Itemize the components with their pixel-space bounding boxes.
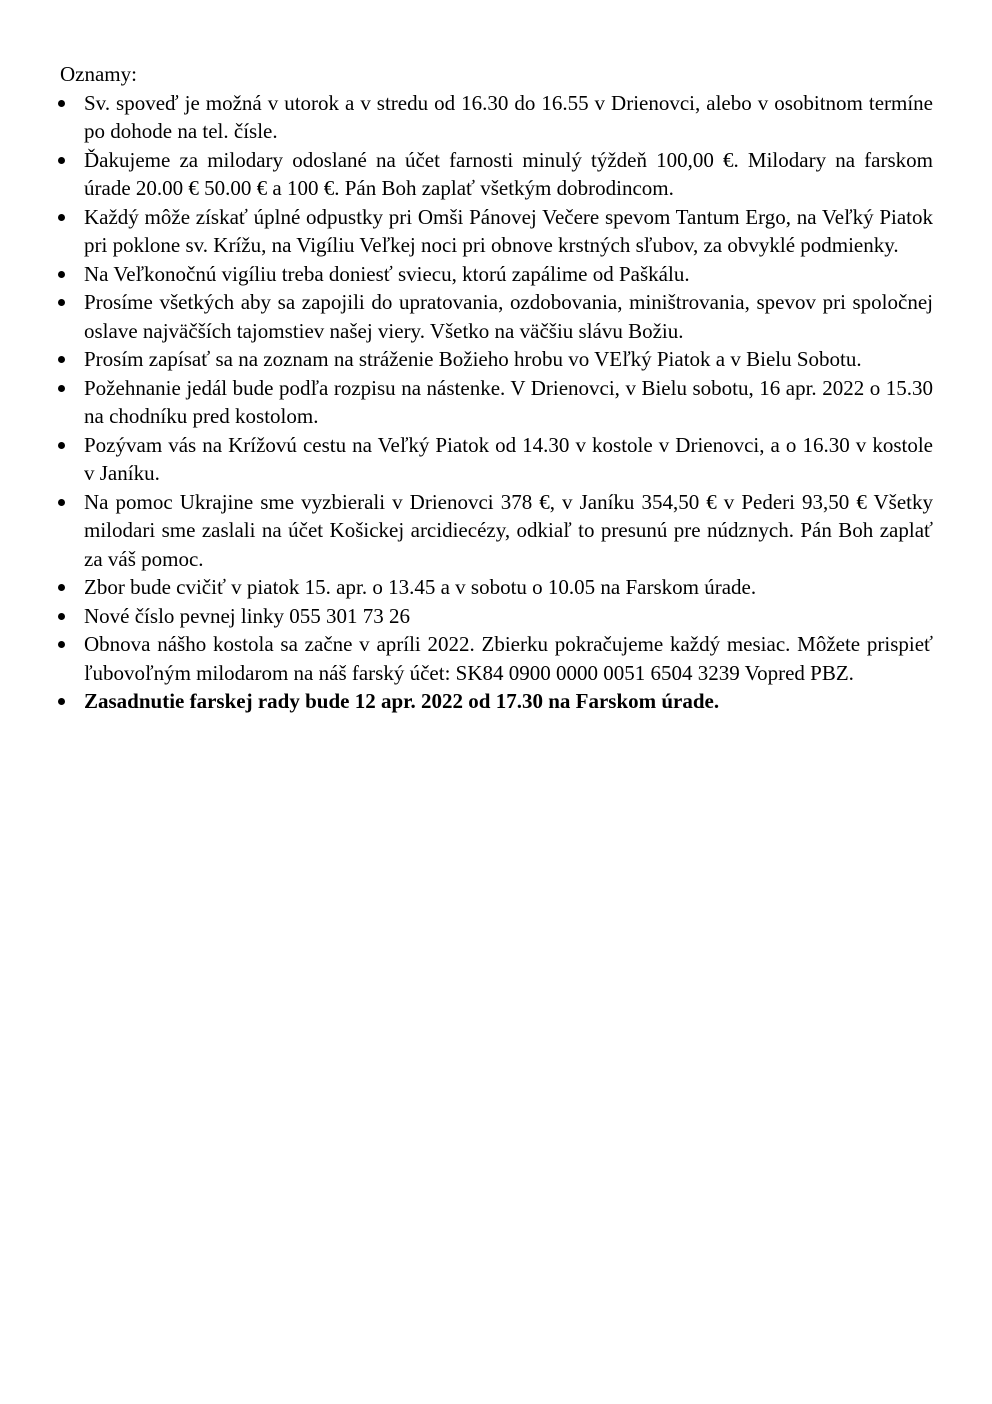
list-item-text: Na Veľkonočnú vigíliu treba doniesť sviecu, ktorú zapálime od Paškálu. [84, 261, 690, 286]
list-item-text: Požehnanie jedál bude podľa rozpisu na nástenke. V Drienovci, v Bielu sobotu, 16 apr. 2022 o 15.30 na chodníku pred kostolom. [84, 375, 933, 428]
list-item-text: Pozývam vás na Krížovú cestu na Veľký Piatok od 14.30 v kostole v Drienovci, a o 16.30 v kostole v Janíku. [84, 432, 933, 485]
list-item-text: Prosíme všetkých aby sa zapojili do upratovania, ozdobovania, miništrovania, spevov pri spoločnej oslave najväčších tajomstiev našej viery. Všetko na väčšiu slávu Božiu. [84, 290, 933, 343]
bullet-icon [58, 157, 65, 164]
bullet-icon [58, 442, 65, 449]
list-item [58, 260, 933, 289]
list-item-text: Sv. spoveď je možná v utorok a v stredu od 16.30 do 16.55 v Drienovci, alebo v osobitnom termíne po dohode na tel. čísle. [84, 90, 933, 143]
list-item [58, 345, 933, 374]
bullet-icon [58, 214, 65, 221]
list-item [58, 203, 933, 260]
list-item [58, 89, 933, 146]
list-item [58, 630, 933, 687]
bullet-icon [58, 613, 65, 620]
list-item-text: Na pomoc Ukrajine sme vyzbierali v Drienovci 378 €, v Janíku 354,50 € v Pederi 93,50 € Všetky milodari sme zaslali na účet Košickej arcidiecézy, odkiaľ to presunú pre núdznych. Pán Boh zaplať za váš pomoc. [84, 489, 933, 571]
list-item-text: Každý môže získať úplné odpustky pri Omši Pánovej Večere spevom Tantum Ergo, na Veľký Piatok pri poklone sv. Krížu, na Vigíliu Veľkej noci pri obnove krstných sľubov, za obvyklé podmienky. [84, 204, 933, 257]
list-item-text: Nové číslo pevnej linky 055 301 73 26 [84, 603, 411, 628]
list-item-text: Ďakujeme za milodary odoslané na účet farnosti minulý týždeň 100,00 €. Milodary na farskom úrade 20.00 € 50.00 € a 100 €. Pán Boh zaplať všetkým dobrodincom. [84, 147, 933, 200]
list-item [58, 288, 933, 345]
list-item-text: Zbor bude cvičiť v piatok 15. apr. o 13.45 a v sobotu o 10.05 na Farskom úrade. [84, 575, 757, 599]
bullet-icon [58, 698, 65, 705]
bullet-icon [58, 499, 65, 506]
list-item [58, 146, 933, 203]
bullet-icon [58, 100, 65, 107]
list-item-bold [58, 687, 933, 716]
list-item [58, 374, 933, 431]
list-item [58, 573, 933, 602]
list-item-text: Obnova nášho kostola sa začne v apríli 2022. Zbierku pokračujeme každý mesiac. Môžete prispieť ľubovoľným milodarom na náš farský účet: SK84 0900 0000 0051 6504 3239 Vopred PBZ. [84, 632, 933, 685]
list-item-text: Zasadnutie farskej rady bude 12 apr. 2022 od 17.30 na Farskom úrade. [84, 689, 720, 713]
announcements-heading: Oznamy: [60, 62, 137, 86]
bullet-icon [58, 299, 65, 306]
bullet-icon [58, 385, 65, 392]
bullet-icon [58, 584, 65, 591]
bullet-icon [58, 271, 65, 278]
announcements-list [58, 89, 933, 716]
announcements-section [58, 60, 933, 716]
list-item [58, 602, 933, 631]
bullet-icon [58, 356, 65, 363]
list-item-text: Prosím zapísať sa na zoznam na stráženie Božieho hrobu vo VEľký Piatok a v Bielu Sobotu. [84, 347, 862, 371]
list-item [58, 488, 933, 574]
list-item [58, 431, 933, 488]
bullet-icon [58, 641, 65, 648]
